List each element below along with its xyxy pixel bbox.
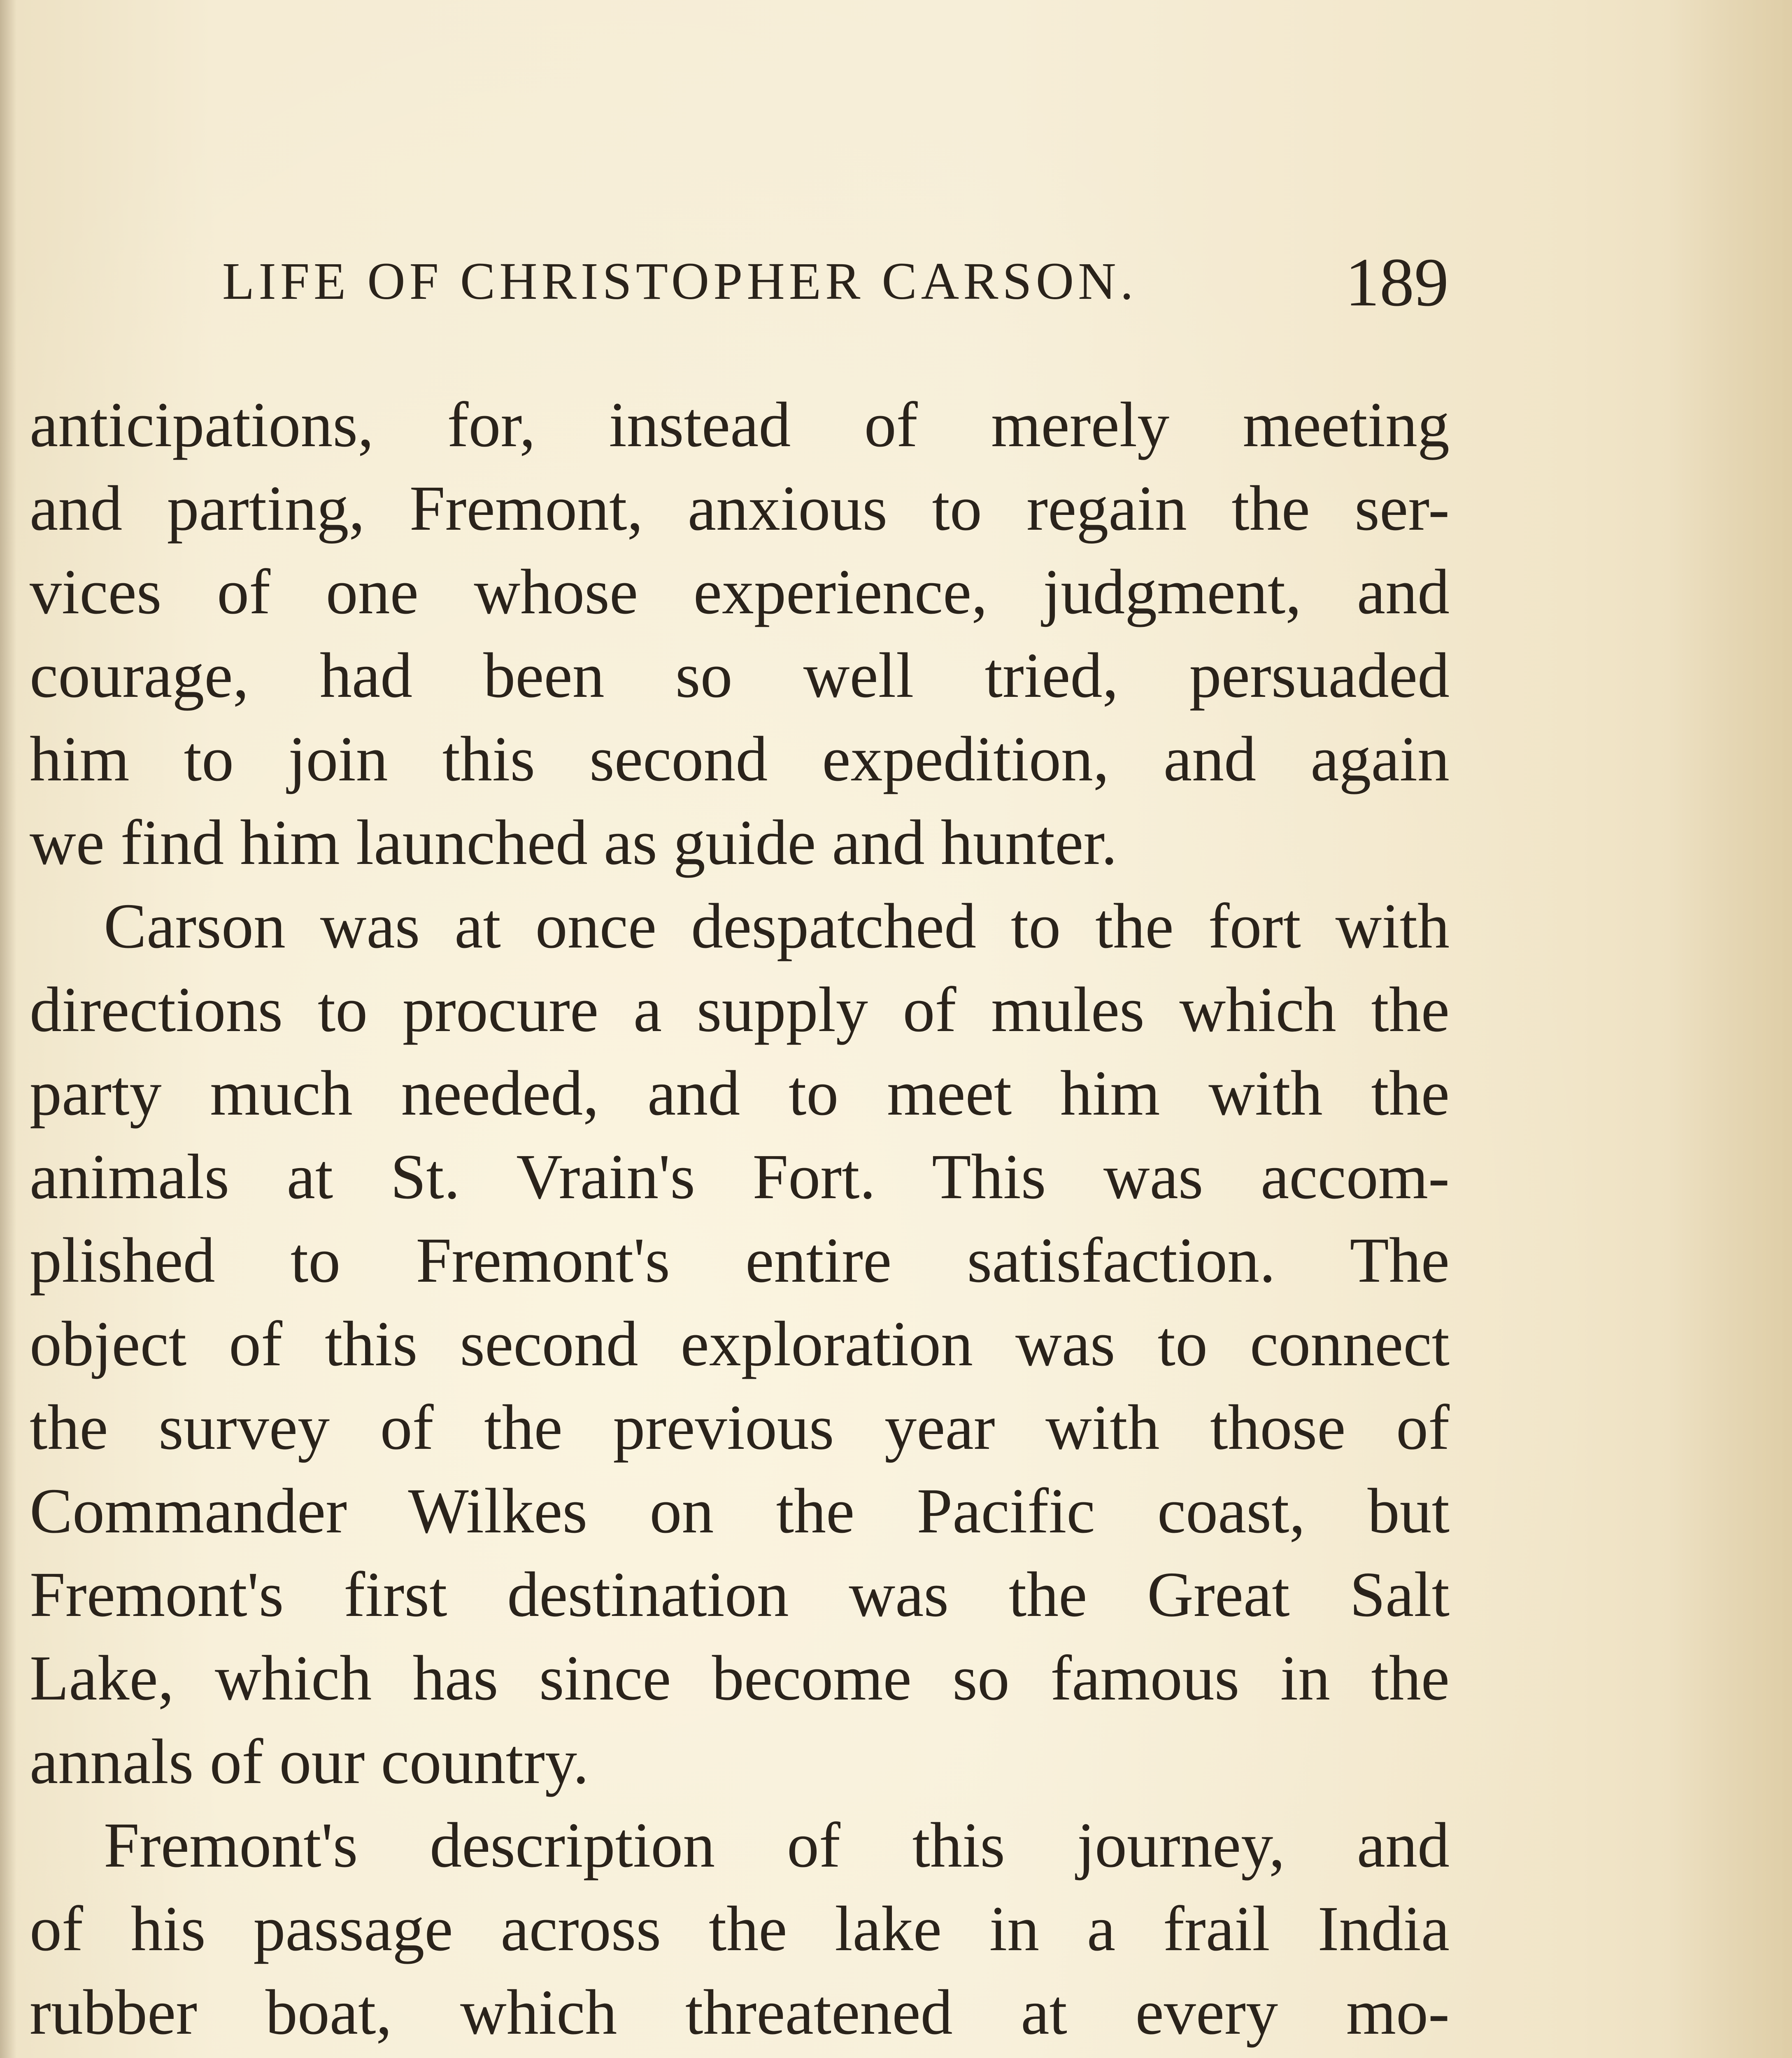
page-number: 189 xyxy=(1345,244,1449,321)
body-text xyxy=(30,383,1450,2058)
text-line xyxy=(30,2054,1450,2058)
text-line: we find him launched as guide and hunter. xyxy=(30,807,1117,878)
page-binding-edge xyxy=(0,0,16,2058)
text-line: of his passage across the lake in a frail India xyxy=(30,1893,1450,1964)
text-line: Fremont's first destination was the Great Salt xyxy=(30,1559,1450,1630)
text-line: rubber boat, which threatened at every mo- xyxy=(30,1977,1450,2048)
page-shade xyxy=(1669,0,1792,2058)
text-line: courage, had been so well tried, persuaded xyxy=(30,640,1450,711)
text-line: anticipations, for, instead of merely meeting xyxy=(30,389,1450,460)
text-line: the survey of the previous year with those of xyxy=(30,1392,1450,1463)
text-line: Carson was at once despatched to the fort with xyxy=(104,890,1450,961)
text-line: animals at St. Vrain's Fort. This was accom- xyxy=(30,1141,1450,1212)
text-line: and parting, Fremont, anxious to regain the ser- xyxy=(30,473,1450,544)
text-line: directions to procure a supply of mules which the xyxy=(30,974,1450,1045)
text-line: vices of one whose experience, judgment, and xyxy=(30,556,1450,627)
text-line: object of this second exploration was to connect xyxy=(30,1308,1450,1379)
running-head: LIFE OF CHRISTOPHER CARSON. xyxy=(222,252,1138,310)
text-line: annals of our country. xyxy=(30,1726,589,1797)
text-line: Commander Wilkes on the Pacific coast, but xyxy=(30,1475,1450,1546)
text-line: plished to Fremont's entire satisfaction. The xyxy=(30,1225,1450,1296)
text-line: him to join this second expedition, and again xyxy=(30,723,1450,794)
text-line: Fremont's description of this journey, and xyxy=(104,1809,1450,1881)
text-line: party much needed, and to meet him with the xyxy=(30,1057,1450,1129)
page-header xyxy=(222,243,1449,325)
text-line: Lake, which has since become so famous in the xyxy=(30,1642,1450,1713)
